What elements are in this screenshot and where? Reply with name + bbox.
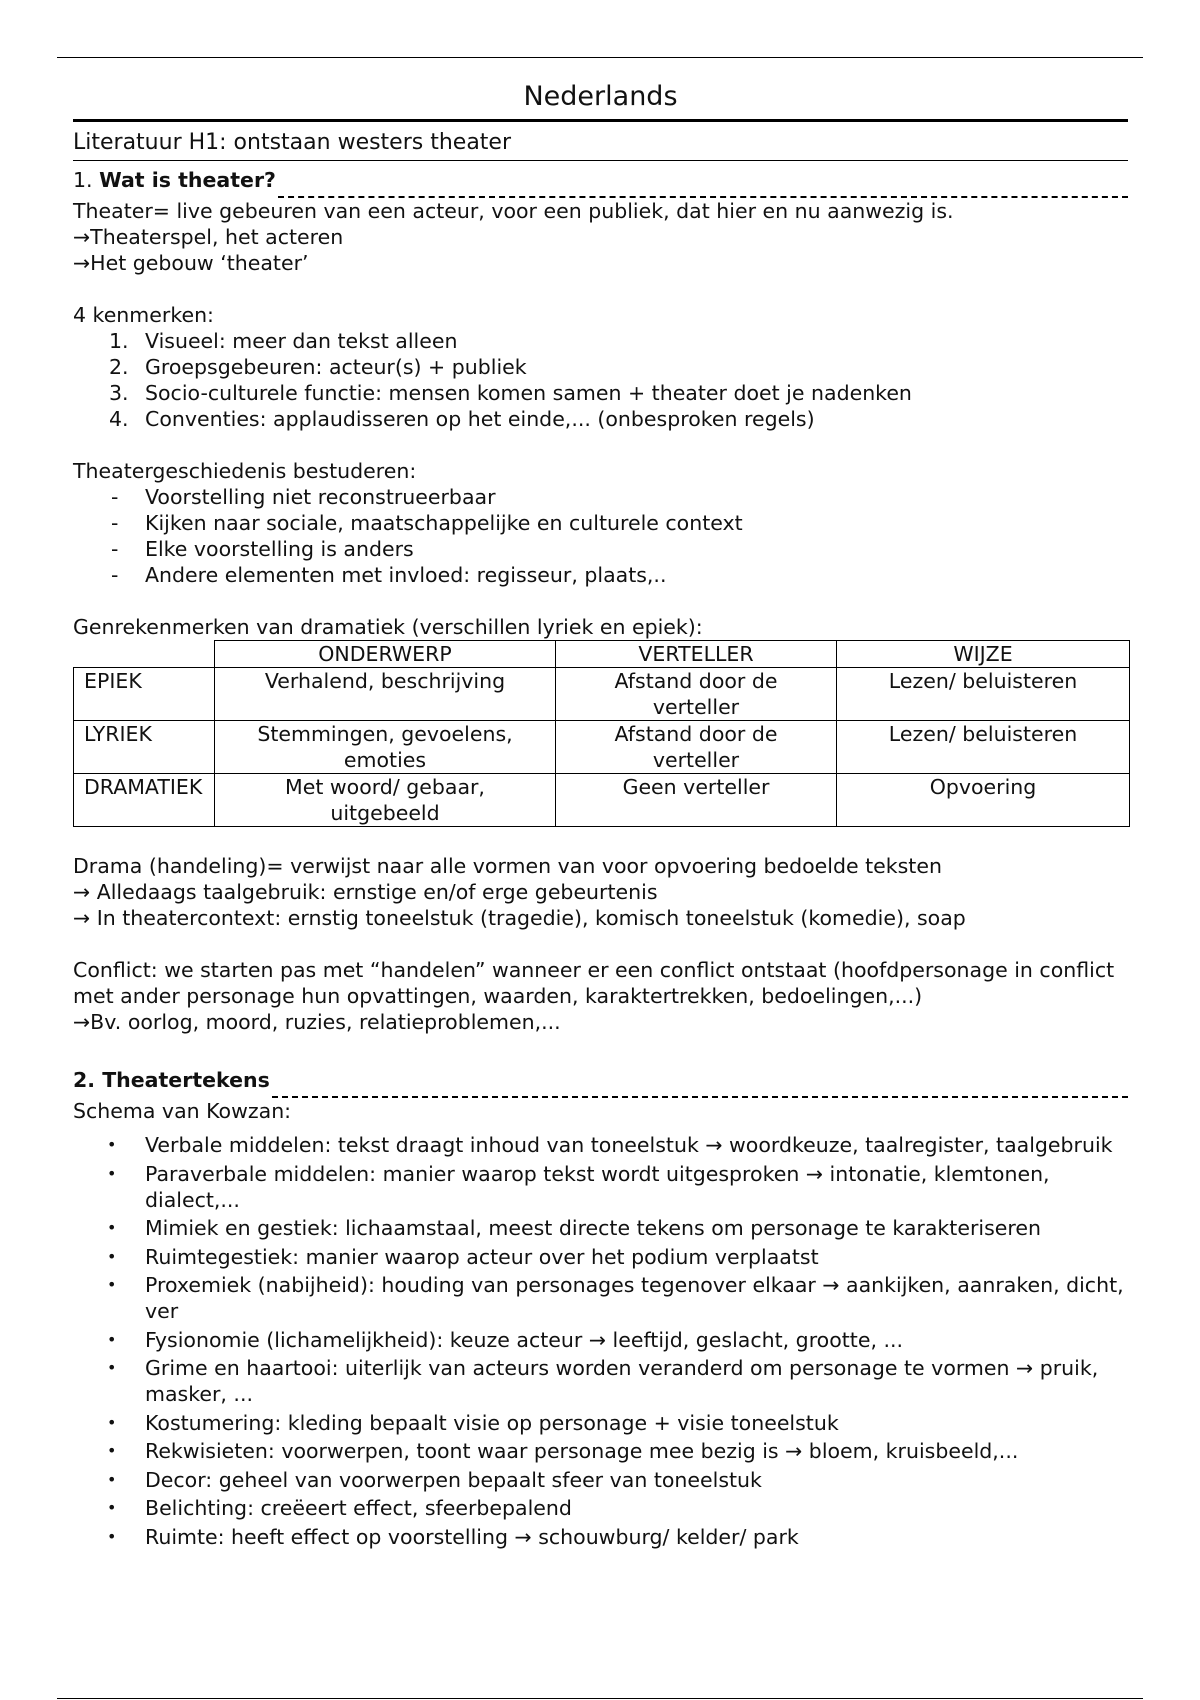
section-1-number: 1. (73, 168, 93, 192)
meaning-line: →Theaterspel, het acteren (73, 225, 344, 249)
table-cell: LYRIEK (74, 721, 215, 774)
page-top-rule (57, 57, 1143, 58)
conflict-example: →Bv. oorlog, moord, ruzies, relatieproblemen,... (73, 1010, 561, 1034)
section-1-heading (73, 167, 1128, 193)
list-item: • Verbale middelen: tekst draagt inhoud van toneelstuk → woordkeuze, taalregister, taalgebruik (107, 1133, 1113, 1157)
list-item: 1. Visueel: meer dan tekst alleen (109, 329, 458, 353)
list-item: • Decor: geheel van voorwerpen bepaalt sfeer van toneelstuk (107, 1467, 762, 1492)
table-intro: Genrekenmerken van dramatiek (verschillen lyriek en epiek): (73, 615, 703, 639)
list-item: • Grime en haartooi: uiterlijk van acteurs worden veranderd om personage te vormen → pruik, masker, ... (107, 1356, 1099, 1406)
bullet-icon: • (107, 1135, 117, 1154)
list-item: - Kijken naar sociale, maatschappelijke en culturele context (111, 511, 743, 535)
kenmerken-intro: 4 kenmerken: (73, 303, 214, 327)
conflict-paragraph: Conflict: we starten pas met “handelen” wanneer er een conflict ontstaat (hoofdpersonage in conflict met ander personage hun opvattingen, waarden, karaktertrekken, bedoelingen,...) (73, 958, 1115, 1008)
bullet-icon: • (107, 1329, 117, 1349)
chapter-title: Literatuur H1: ontstaan westers theater (73, 122, 1128, 161)
table-header: WIJZE (837, 641, 1130, 668)
kowzan-intro: Schema van Kowzan: (73, 1099, 292, 1123)
kowzan-list (73, 1132, 1128, 1550)
drama-definition: Drama (handeling)= verwijst naar alle vormen van voor opvoering bedoelde teksten (73, 854, 942, 878)
table-cell: Afstand door de verteller (556, 721, 837, 774)
list-item: • Belichting: creëeert effect, sfeerbepalend (107, 1496, 572, 1520)
document-body (73, 78, 1128, 1552)
meaning-line: →Het gebouw ‘theater’ (73, 251, 309, 275)
list-item: • Fysionomie (lichamelijkheid): keuze acteur → leeftijd, geslacht, grootte, ... (107, 1327, 904, 1352)
table-cell: DRAMATIEK (74, 774, 215, 827)
table-header: ONDERWERP (215, 641, 556, 668)
kenmerken-list (73, 328, 1128, 432)
bullet-icon: • (107, 1163, 117, 1183)
list-item: 3. Socio-culturele functie: mensen komen samen + theater doet je nadenken (109, 381, 912, 405)
table-header: VERTELLER (556, 641, 837, 668)
list-item: - Voorstelling niet reconstrueerbaar (111, 485, 496, 509)
bullet-icon: • (107, 1469, 117, 1489)
section-2-title: 2. Theatertekens (73, 1068, 270, 1092)
table-cell: Afstand door de verteller (556, 668, 837, 721)
list-item: • Ruimtegestiek: manier waarop acteur over het podium verplaatst (107, 1244, 819, 1269)
list-item: • Mimiek en gestiek: lichaamstaal, meest directe tekens om personage te karakteriseren (107, 1216, 1041, 1240)
genre-table (73, 640, 1130, 827)
table-cell: Lezen/ beluisteren (837, 721, 1130, 774)
table-cell: EPIEK (74, 668, 215, 721)
list-item: • Paraverbale middelen: manier waarop tekst wordt uitgesproken → intonatie, klemtonen, dialect,... (107, 1161, 1050, 1212)
table-header-row (74, 641, 1130, 668)
table-cell: Met woord/ gebaar, uitgebeeld (215, 774, 556, 827)
bullet-icon: • (107, 1526, 117, 1546)
table-row (74, 721, 1130, 774)
list-item: • Rekwisieten: voorwerpen, toont waar personage mee bezig is → bloem, kruisbeeld,... (107, 1439, 1019, 1463)
bullet-icon: • (107, 1218, 117, 1237)
table-row (74, 668, 1130, 721)
drama-line: → In theatercontext: ernstig toneelstuk (tragedie), komisch toneelstuk (komedie), soap (73, 906, 966, 930)
list-item: • Ruimte: heeft effect op voorstelling → schouwburg/ kelder/ park (107, 1524, 799, 1549)
bullet-icon: • (107, 1275, 117, 1294)
list-item: 2. Groepsgebeuren: acteur(s) + publiek (109, 355, 527, 379)
geschiedenis-intro: Theatergeschiedenis bestuderen: (73, 459, 417, 483)
list-item: 4. Conventies: applaudisseren op het einde,... (onbesproken regels) (109, 407, 815, 431)
list-item: • Kostumering: kleding bepaalt visie op personage + visie toneelstuk (107, 1410, 839, 1435)
table-header-empty (74, 641, 215, 668)
document-title: Nederlands (73, 78, 1128, 122)
bullet-icon: • (107, 1412, 117, 1432)
bullet-icon: • (107, 1246, 117, 1266)
table-cell: Stemmingen, gevoelens, emoties (215, 721, 556, 774)
geschiedenis-list (73, 484, 1128, 588)
table-cell: Verhalend, beschrijving (215, 668, 556, 721)
table-row (74, 774, 1130, 827)
bullet-icon: • (107, 1441, 117, 1460)
bullet-icon: • (107, 1498, 117, 1517)
section-divider (272, 1096, 1128, 1098)
bullet-icon: • (107, 1358, 117, 1377)
drama-line: → Alledaags taalgebruik: ernstige en/of erge gebeurtenis (73, 880, 658, 904)
theater-definition: Theater= live gebeuren van een acteur, voor een publiek, dat hier en nu aanwezig is. (73, 199, 954, 223)
section-2-heading (73, 1067, 1128, 1093)
table-cell: Geen verteller (556, 774, 837, 827)
page-bottom-rule (57, 1698, 1143, 1699)
section-1-title: Wat is theater? (99, 168, 276, 192)
table-cell: Opvoering (837, 774, 1130, 827)
list-item: - Andere elementen met invloed: regisseur, plaats,.. (111, 563, 667, 587)
list-item: - Elke voorstelling is anders (111, 537, 414, 561)
list-item: • Proxemiek (nabijheid): houding van personages tegenover elkaar → aankijken, aanraken, dicht, ver (107, 1273, 1124, 1323)
table-cell: Lezen/ beluisteren (837, 668, 1130, 721)
